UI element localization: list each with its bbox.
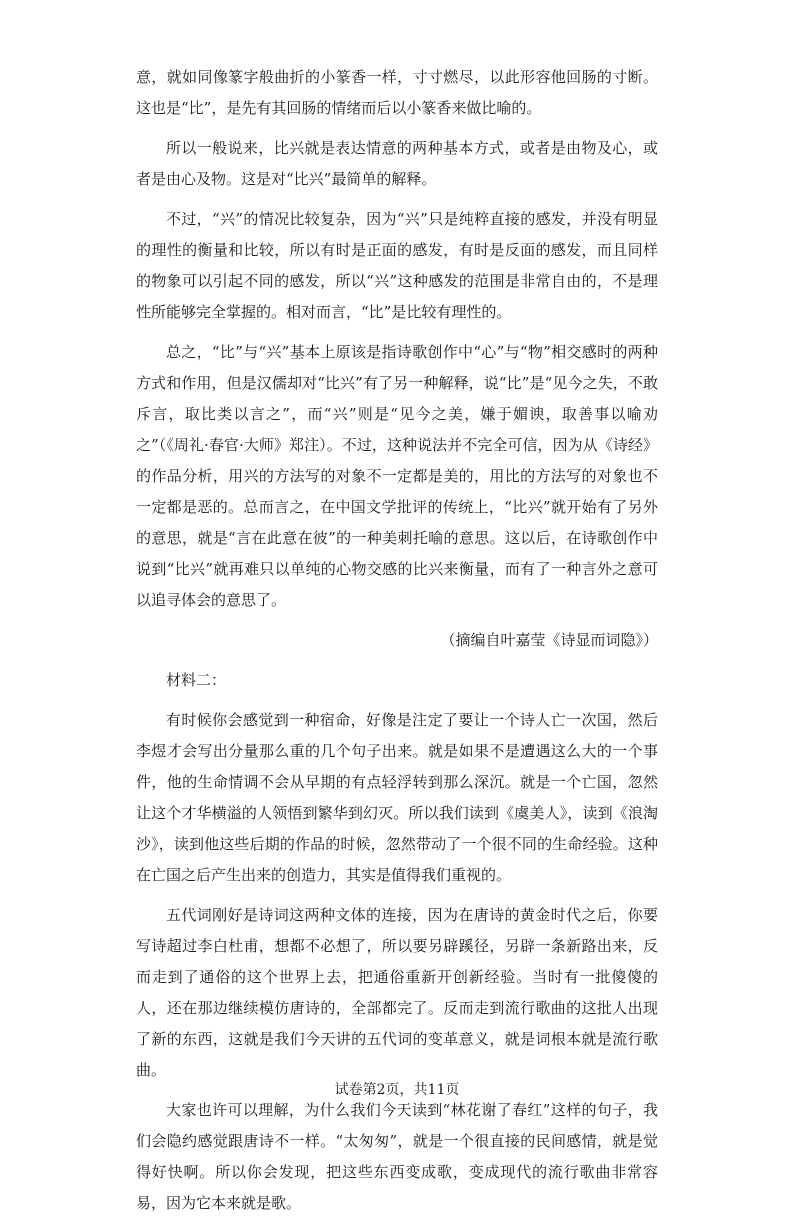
paragraph: 总之，“比”与“兴”基本上原该是指诗歌创作中“心”与“物”相交感时的两种方式和作用，但是汉儒却对“比兴”有了另一种解释，说“比”是“见今之失，不敢斥言，取比类以言之”，而“兴”则是“见今之美，嫌于媚谀，取善事以喻劝之”（《周礼·春官·大师》郑注）。不过，这种说法并不完全可信，因为从《诗经》的作品分析，用兴的方法写的对象不一定都是美的，用比的方法写的对象也不一定都是恶的。总而言之，在中国文学批评的传统上，“比兴”就开始有了另外的意思，就是“言在此意在彼”的一种美刺托喻的意思。这以后，在诗歌创作中说到“比兴”就再难只以单纯的心物交感的比兴来衡量，而有了一种言外之意可以追寻体会的意思了。 <box>136 343 658 609</box>
reading-passage <box>136 62 658 1228</box>
paragraph: 大家也许可以理解，为什么我们今天读到“林花谢了春红”这样的句子，我们会隐约感觉跟唐诗不一样。“太匆匆”，就是一个很直接的民间感情，就是觉得好快啊。所以你会发现，把这些东西变成歌，变成现代的流行歌曲非常容易，因为它本来就是歌。 <box>136 1101 658 1212</box>
paragraph: 五代词刚好是诗词这两种文体的连接，因为在唐诗的黄金时代之后，你要写诗超过李白杜甫，想都不必想了，所以要另辟蹊径，另辟一条新路出来，反而走到了通俗的这个世界上去，把通俗重新开创新经验。当时有一批傻傻的人，还在那边继续模仿唐诗的，全部都完了。反而走到流行歌曲的这批人出现了新的东西，这就是我们今天讲的五代词的变革意义，就是词根本就是流行歌曲。 <box>136 906 658 1079</box>
paragraph: 不过，“兴”的情况比较复杂，因为“兴”只是纯粹直接的感发，并没有明显的理性的衡量和比较，所以有时是正面的感发，有时是反面的感发，而且同样的物象可以引起不同的感发，所以“兴”这种感发的范围是非常自由的，不是理性所能够完全掌握的。相对而言，“比”是比较有理性的。 <box>136 210 658 321</box>
paragraph-continuation: 意，就如同像篆字般曲折的小篆香一样，寸寸燃尽，以此形容他回肠的寸断。这也是“比”，是先有其回肠的情绪而后以小篆香来做比喻的。 <box>136 68 658 117</box>
page-footer: 试卷第2页，共11页 <box>334 1082 460 1098</box>
paragraph: 所以一般说来，比兴就是表达情意的两种基本方式，或者是由物及心，或者是由心及物。这是对“比兴”最简单的解释。 <box>136 139 658 188</box>
source-citation: （摘编自叶嘉莹《诗显而词隐》） <box>440 631 658 649</box>
paragraph: 有时候你会感觉到一种宿命，好像是注定了要让一个诗人亡一次国，然后李煜才会写出分量那么重的几个句子出来。就是如果不是遭遇这么大的一个事件，他的生命情调不会从早期的有点轻浮转到那么深沉。就是一个亡国，忽然让这个才华横溢的人领悟到繁华到幻灭。所以我们读到《虞美人》，读到《浪淘沙》，读到他这些后期的作品的时候，忽然带动了一个很不同的生命经验。这种在亡国之后产生出来的创造力，其实是值得我们重视的。 <box>136 711 658 884</box>
material-two-label: 材料二： <box>166 671 227 689</box>
